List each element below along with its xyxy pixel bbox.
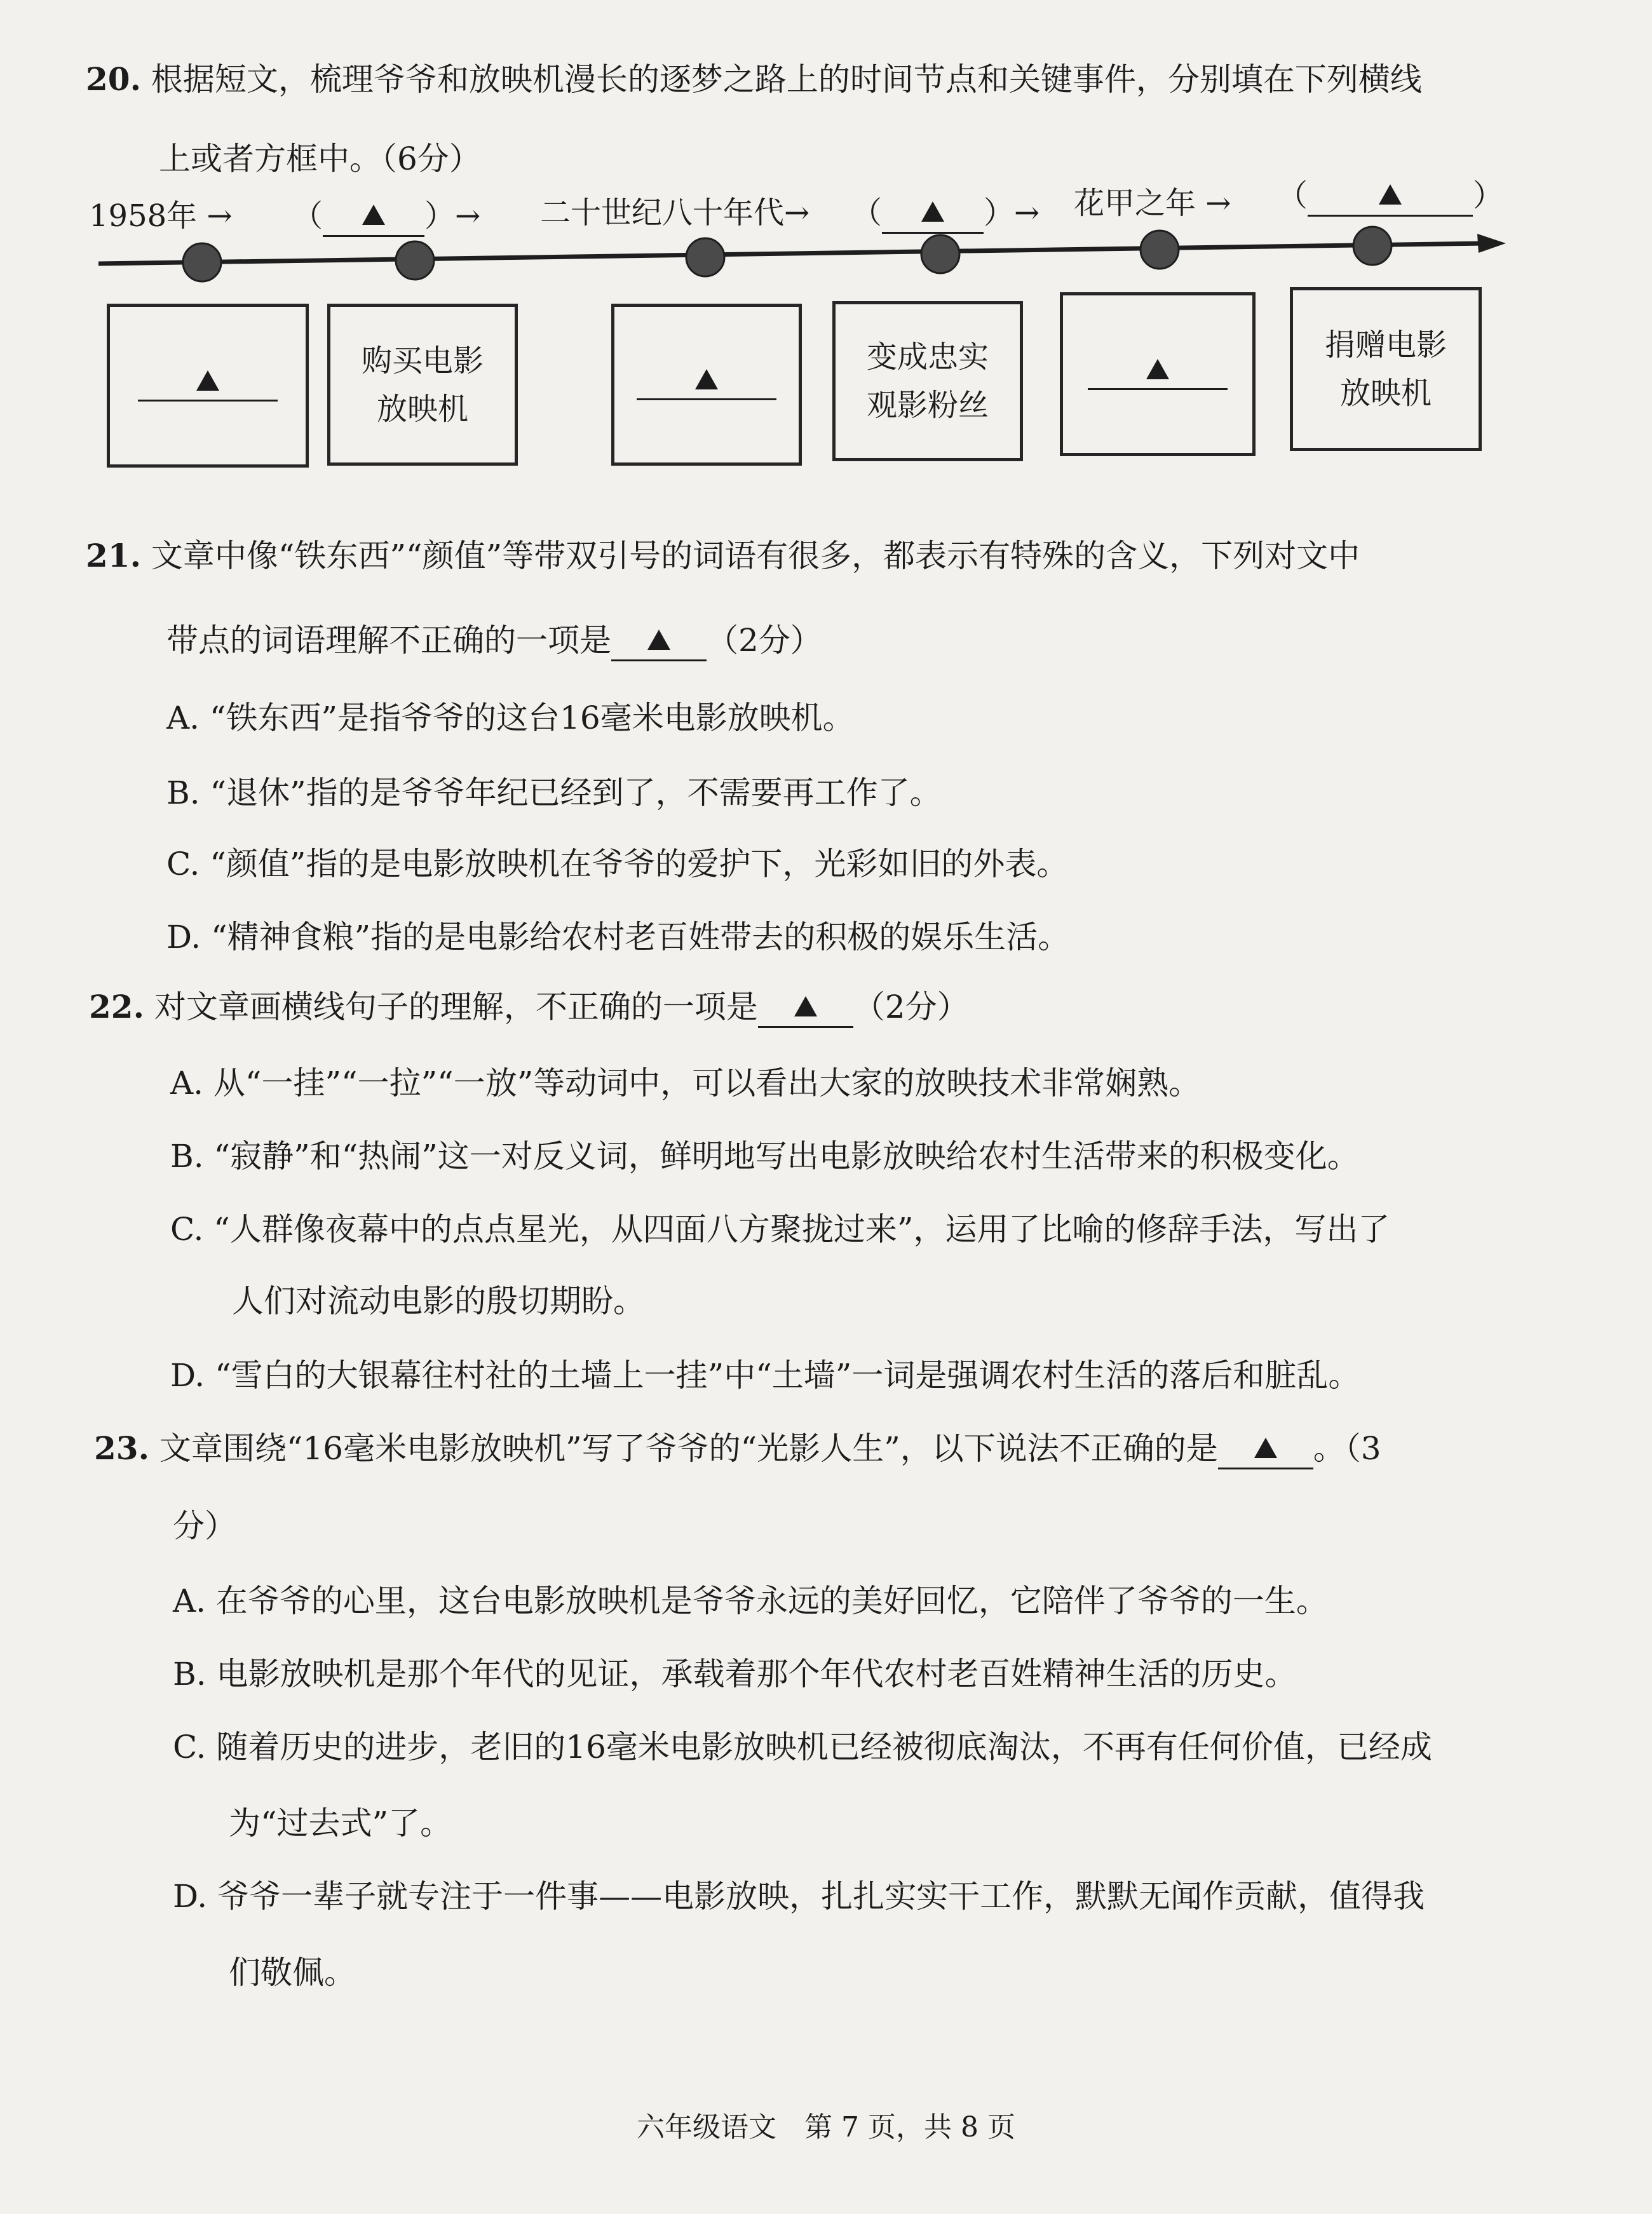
question-text: 文章围绕“16毫米电影放映机”写了爷爷的“光影人生”，以下说法不正确的是 — [159, 1430, 1218, 1467]
option-text: “人群像夜幕中的点点星光，从四面八方聚拢过来”，运用了比喻的修辞手法，写出了 — [213, 1211, 1390, 1248]
q22-option-d — [170, 1356, 1360, 1394]
option-text: 从“一挂”“一拉”“一放”等动词中，可以看出大家的放映技术非常娴熟。 — [213, 1065, 1201, 1102]
question-text: 文章中像“铁东西”“颜值”等带双引号的词语有很多，都表示有特殊的含义，下列对文中 — [151, 537, 1360, 574]
question-text: 对文章画横线句子的理解，不正确的一项是 — [154, 989, 758, 1025]
option-label: C. — [166, 846, 200, 882]
score: 。（3 — [1313, 1430, 1381, 1467]
timeline-eighties: 二十世纪八十年代→ — [540, 195, 810, 231]
q21-option-c — [166, 845, 1068, 883]
timeline-dot — [183, 243, 221, 281]
q21-option-a — [166, 699, 855, 737]
triangle-icon — [695, 369, 718, 389]
answer-blank[interactable] — [611, 621, 707, 661]
option-text: 电影放映机是那个年代的见证，承载着那个年代农村老百姓精神生活的历史。 — [216, 1656, 1297, 1692]
option-label: A. — [166, 699, 200, 736]
option-label: B. — [173, 1656, 207, 1692]
option-label: D. — [170, 1357, 205, 1394]
option-text: “精神食粮”指的是电影给农村老百姓带去的积极的娱乐生活。 — [211, 919, 1070, 955]
option-label: B. — [166, 774, 200, 811]
page-footer: 六年级语文 第 7 页，共 8 页 — [637, 2111, 1015, 2143]
option-label: C. — [173, 1729, 207, 1765]
score: （2分） — [853, 989, 969, 1025]
event-box-4: 变成忠实 观影粉丝 — [832, 301, 1023, 461]
q21-option-b — [166, 774, 942, 812]
triangle-icon — [196, 370, 219, 391]
timeline-arrow — [0, 0, 1652, 292]
timeline-year-1958: 1958年 → — [89, 198, 233, 234]
answer-blank — [138, 370, 278, 402]
answer-blank — [1088, 359, 1228, 390]
event-box-5[interactable] — [1060, 292, 1256, 456]
q23-option-b — [173, 1655, 1297, 1693]
timeline-line — [98, 243, 1487, 264]
option-text: “铁东西”是指爷爷的这台16毫米电影放映机。 — [209, 699, 855, 736]
q22-option-b — [170, 1137, 1359, 1175]
answer-blank[interactable] — [1218, 1429, 1313, 1469]
option-label: D. — [166, 919, 201, 955]
event-box-6: 捐赠电影 放映机 — [1290, 287, 1482, 451]
option-label: C. — [170, 1211, 204, 1248]
option-label: A. — [173, 1583, 207, 1619]
q21-line1 — [86, 537, 1360, 575]
paren-open: （ — [851, 195, 883, 231]
option-text: 爷爷一辈子就专注于一件事——电影放映，扎扎实实干工作，默默无闻作贡献，值得我 — [217, 1878, 1425, 1915]
question-text: 根据短文，梳理爷爷和放映机漫长的逐梦之路上的时间节点和关键事件，分别填在下列横线 — [151, 61, 1422, 98]
answer-blank[interactable] — [758, 988, 853, 1028]
q23-option-a — [173, 1582, 1328, 1620]
paren-close: ）→ — [984, 195, 1040, 231]
triangle-icon — [647, 630, 670, 650]
question-number: 23. — [94, 1429, 149, 1467]
q23-option-c — [173, 1728, 1432, 1766]
timeline-dot — [686, 238, 724, 276]
option-label: B. — [170, 1138, 204, 1175]
q23-line2: 分） — [173, 1508, 236, 1544]
question-text: 带点的词语理解不正确的一项是 — [166, 622, 611, 659]
triangle-icon — [1254, 1438, 1277, 1458]
timeline-dot — [921, 235, 959, 273]
option-text: “退休”指的是爷爷年纪已经到了，不需要再工作了。 — [210, 774, 942, 811]
q22-line1 — [89, 988, 969, 1028]
question-number: 21. — [86, 537, 141, 574]
paren-close: ） — [1473, 178, 1504, 213]
option-label: D. — [173, 1878, 208, 1915]
timeline-sixty: 花甲之年 → — [1074, 186, 1231, 221]
answer-blank — [637, 369, 776, 400]
q23-line1 — [94, 1429, 1381, 1469]
q23-option-c-cont: 为“过去式”了。 — [229, 1805, 452, 1842]
timeline-dot — [396, 241, 434, 280]
option-text: 在爷爷的心里，这台电影放映机是爷爷永远的美好回忆，它陪伴了爷爷的一生。 — [215, 1583, 1328, 1619]
option-text: “寂静”和“热闹”这一对反义词，鲜明地写出电影放映给农村生活带来的积极变化。 — [213, 1138, 1359, 1175]
option-text: “雪白的大银幕往村社的土墙上一挂”中“土墙”一词是强调农村生活的落后和脏乱。 — [215, 1357, 1360, 1394]
event-box-2: 购买电影 放映机 — [327, 304, 518, 466]
q22-option-c — [170, 1210, 1390, 1248]
option-text: “颜值”指的是电影放映机在爷爷的爱护下，光彩如旧的外表。 — [210, 846, 1069, 882]
option-text: 随着历史的进步，老旧的16毫米电影放映机已经被彻底淘汰，不再有任何价值，已经成 — [216, 1729, 1432, 1765]
question-number: 22. — [89, 988, 144, 1025]
q23-option-d-cont: 们敬佩。 — [229, 1954, 356, 1991]
question-number: 20. — [86, 60, 141, 98]
q20-line2: 上或者方框中。（6分） — [159, 140, 481, 177]
paren-open: （ — [292, 198, 323, 234]
q21-option-d — [166, 918, 1069, 956]
triangle-icon — [1146, 359, 1169, 379]
paren-open: （ — [1277, 178, 1308, 213]
event-box-3[interactable] — [611, 304, 802, 466]
option-label: A. — [170, 1065, 204, 1102]
arrow-head-icon — [1477, 234, 1506, 253]
score: （2分） — [707, 622, 822, 659]
q22-option-c-cont: 人们对流动电影的殷切期盼。 — [232, 1283, 645, 1320]
q23-option-d — [173, 1877, 1425, 1915]
timeline-dot — [1353, 227, 1391, 265]
paren-close: ）→ — [424, 198, 481, 234]
q22-option-a — [170, 1064, 1200, 1102]
triangle-icon — [794, 996, 817, 1016]
q21-line2 — [166, 621, 822, 661]
timeline-dot — [1141, 231, 1179, 269]
event-box-1[interactable] — [107, 304, 309, 468]
